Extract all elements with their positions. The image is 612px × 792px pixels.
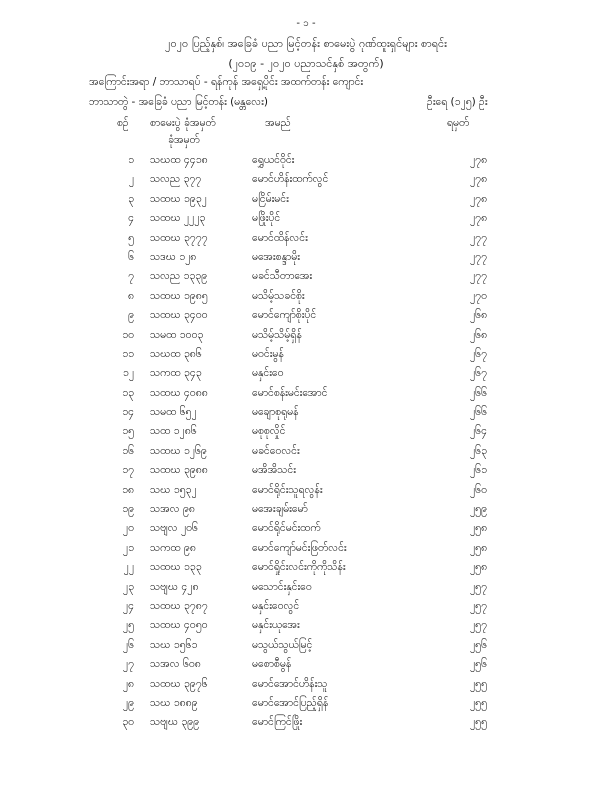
row-number: ၁၀ [122,328,134,341]
table-row [0,619,612,638]
table-row [0,581,612,600]
row-mark: ၂၅၆ [470,658,487,671]
row-mark: ၂၆၁ [470,464,487,477]
row-name: မအေးစန္ဒာမိုး [252,250,300,263]
table-row [0,387,612,406]
row-name: မခင်သီတာအေး [252,270,313,283]
table-row [0,173,612,192]
row-number: ၂ [128,173,134,186]
row-exam-number: သဃ ၁၈၈၉ [150,696,198,709]
row-mark: ၂၅၉ [470,503,487,516]
row-number: ၁၈ [122,483,134,496]
row-name: မောင်ရိုင်မင်းထက် [252,522,321,535]
row-number: ၆ [128,250,134,263]
row-number: ၁၅ [122,425,134,438]
row-mark: ၂၅၅ [470,677,487,690]
header-exam-number-sub: ခုံအမှတ် [168,134,200,146]
row-name: မဖြိုးပိုင် [252,212,281,225]
row-number: ၁၂ [122,367,134,380]
row-number: ၁၁ [122,347,134,360]
row-exam-number: သထဃ ၁၉၃၂ [150,192,207,205]
document-subtitle: (၂၀၁၉ - ၂၀၂၀ ပညာသင်နှစ် အတွက်) [228,57,384,70]
row-number: ၃၀ [122,716,134,729]
row-exam-number: သဗျဃ ၄၂၈ [150,580,199,593]
row-number: ၁၃ [122,386,134,399]
row-number: ၂၂ [123,561,134,574]
header-name: အမည် [265,117,291,129]
row-exam-number: သဒဃ ၁၂၈ [150,250,197,263]
table-row [0,309,612,328]
row-exam-number: သဗျဃ ၃၉၉ [150,716,200,729]
row-name: မောင်အောင်ပြည့်ရှိန် [252,696,329,709]
row-name: မောင်ရှိုင်းလင်းကိုကိုသိန်း [252,561,346,574]
row-number: ၂၇ [122,658,134,671]
row-mark: ၂၇၈ [470,192,488,205]
results-table [0,154,612,736]
row-exam-number: သမထ ၆၅၂ [150,406,197,419]
page-number: - ၁ - [296,18,316,29]
row-exam-number: သဗျလ ၂၀၆ [150,522,198,535]
row-name: မစုစုလှိုင် [252,425,286,438]
row-exam-number: သထဃ ၁၉၈၅ [150,289,208,302]
row-number: ၉ [128,309,134,322]
category-line: ဘာသာတွဲ - အခြေခံ ပညာ မြင့်တန်း (မန္တလေး) [89,96,268,108]
table-row [0,348,612,367]
row-mark: ၂၆၈ [470,328,488,341]
row-name: မဝင်းမွန် [252,347,284,360]
row-mark: ၂၇၈ [470,173,488,186]
row-mark: ၂၅၇ [470,599,487,612]
row-number: ၅ [128,231,134,244]
row-mark: ၂၆၀ [470,483,487,496]
row-mark: ၂၇၇ [470,231,487,244]
row-mark: ၂၆၆ [470,386,487,399]
row-exam-number: သထဃ ၄၀၈၈ [150,386,208,399]
row-name: မအိအိသင်း [252,464,296,477]
row-name: မသွယ်သွယ်မြင့် [252,638,313,651]
row-name: မသောင်းနှင်းဝေ [252,580,312,593]
row-number: ၂၄ [122,599,134,612]
row-mark: ၂၆၃ [470,444,487,457]
table-row [0,212,612,231]
row-number: ၃ [128,192,134,205]
table-row [0,154,612,173]
row-mark: ၂၅၈ [470,541,488,554]
row-name: မောင်အောင်ဟိန်းသူ [252,677,328,690]
table-row [0,658,612,677]
table-row [0,716,612,735]
row-exam-number: သဃထ ၄၄၁၈ [150,154,208,166]
row-mark: ၂၅၇ [470,619,487,632]
row-name: ရွှေယင်ဝိုင်း [252,154,295,166]
row-exam-number: သမထ ၁၀၀၃ [150,328,204,341]
row-name: မောင်ကျော်မင်းဖြတ်လင်း [252,541,347,554]
row-number: ၂၈ [122,677,134,690]
header-exam-number: စာမေးပွဲ ခုံအမှတ် [150,117,216,129]
row-mark: ၂၆၇ [470,367,487,380]
table-row [0,290,612,309]
row-exam-number: သထဃ ၃၉၈၈ [150,464,208,477]
row-mark: ၂၅၇ [470,580,487,593]
row-name: မသိမ့်သိမ့်ရှိန် [252,328,302,341]
row-name: မောင်ဟိန်းထက်လွင် [252,173,329,186]
row-mark: ၂၅၈ [470,522,488,535]
row-number: ၁၄ [122,406,134,419]
row-name: မောင်စန်းမင်းအောင် [252,386,328,399]
row-name: မောင်ရိုင်းသူရလွန်း [252,483,323,496]
row-number: ၂၉ [122,696,134,709]
row-number: ၁၇ [122,464,134,477]
row-number: ၈ [128,289,134,302]
row-exam-number: သလည ၃၇၇ [150,173,202,186]
row-exam-number: သထဃ ၁၂၆၉ [150,444,207,457]
row-name: မောင်ကြင်ဖြိုး [252,716,303,729]
row-exam-number: သထဃ ၂၂၂၃ [150,212,206,225]
table-row [0,678,612,697]
row-number: ၇ [128,270,134,283]
row-mark: ၂၆၈ [470,309,488,322]
row-name: မောင်ထိန်လင်း [252,231,308,244]
row-name: မခင်ဝေလင်း [252,444,300,457]
row-number: ၁ [128,154,134,166]
table-row [0,464,612,483]
row-name: မနှင်းယုအေး [252,619,300,632]
table-row [0,329,612,348]
row-exam-number: သထဃ ၃၇၈၇ [150,599,208,612]
table-row [0,503,612,522]
row-name: မသိမ့်သခင်စိုး [252,289,305,302]
row-name: မောင်ကျော်စိုးပိုင် [252,309,317,322]
row-name: မချောစုရုမန် [252,406,299,419]
row-name: မနှင်းဝေလွင် [252,599,300,612]
row-name: မနှင်းဝေ [252,367,284,380]
table-row [0,367,612,386]
table-row [0,484,612,503]
row-exam-number: သလည ၁၃၃၉ [150,270,208,283]
row-exam-number: သအလ ၉၈ [150,503,195,516]
row-mark: ၂၆၆ [470,406,487,419]
header-number: စဉ် [117,117,129,129]
table-row [0,232,612,251]
table-row [0,542,612,561]
row-exam-number: သကထ ၉၈ [150,541,196,554]
table-row [0,561,612,580]
row-number: ၂၁ [122,541,134,554]
row-number: ၂၆ [122,638,134,651]
header-mark: ရမှတ် [447,117,470,129]
table-row [0,445,612,464]
row-number: ၂၀ [122,522,134,535]
row-exam-number: သထ ၁၂၈၆ [150,425,197,438]
row-mark: ၂၅၅ [470,696,487,709]
row-number: ၁၉ [122,503,134,516]
table-row [0,600,612,619]
table-row [0,697,612,716]
row-mark: ၂၅၈ [470,561,488,574]
table-row [0,251,612,270]
row-mark: ၂၅၅ [470,716,487,729]
row-mark: ၂၆၇ [470,347,487,360]
document-title: ၂၀၂၀ ပြည့်နှစ်၊ အခြေခံ ပညာ မြင့်တန်း စာမေးပွဲ ဂုဏ်ထူးရှင်များ စာရင်း [165,37,447,50]
row-mark: ၂၇၈ [470,154,488,166]
table-row [0,193,612,212]
row-exam-number: သဃထ ၃၈၆ [150,347,202,360]
subject-line: အကြောင်းအရာ / ဘာသာရပ် - ရန်ကုန် အရှေ့ပိုင်း အထက်တန်း ကျောင်း [89,76,364,88]
row-exam-number: သကထ ၃၄၃ [150,367,202,380]
row-mark: ၂၅၆ [470,638,487,651]
table-row [0,639,612,658]
row-exam-number: သဃ ၁၅၆၁ [150,638,198,651]
row-mark: ၂၇၀ [470,289,487,302]
row-number: ၂၃ [122,580,134,593]
row-number: ၂၅ [122,619,134,632]
row-mark: ၂၆၄ [470,425,487,438]
row-number: ၄ [128,212,134,225]
table-row [0,425,612,444]
row-exam-number: သထဃ ၃၉၇၆ [150,677,208,690]
row-name: မစောစီမွန် [252,658,292,671]
row-exam-number: သထဃ ၃၇၇၇ [150,231,208,244]
table-row [0,522,612,541]
row-exam-number: သအလ ၆၀၈ [150,658,201,671]
row-exam-number: သဃ ၁၅၃၂ [150,483,197,496]
row-mark: ၂၇၇ [470,250,487,263]
row-exam-number: သထဃ ၃၄၀၀ [150,309,208,322]
row-exam-number: သထဃ ၄၀၅၀ [150,619,208,632]
row-number: ၁၆ [122,444,134,457]
table-row [0,270,612,289]
row-mark: ၂၇၈ [470,212,488,225]
row-mark: ၂၇၇ [470,270,487,283]
table-row [0,406,612,425]
row-name: မငြိမ်းမင်း [252,192,289,205]
row-name: မအေးချမ်းမော် [252,503,308,516]
row-exam-number: သထဃ ၁၃၃ [150,561,202,574]
total-count: ဦးရေ (၁၂၅) ဦး [427,96,488,108]
